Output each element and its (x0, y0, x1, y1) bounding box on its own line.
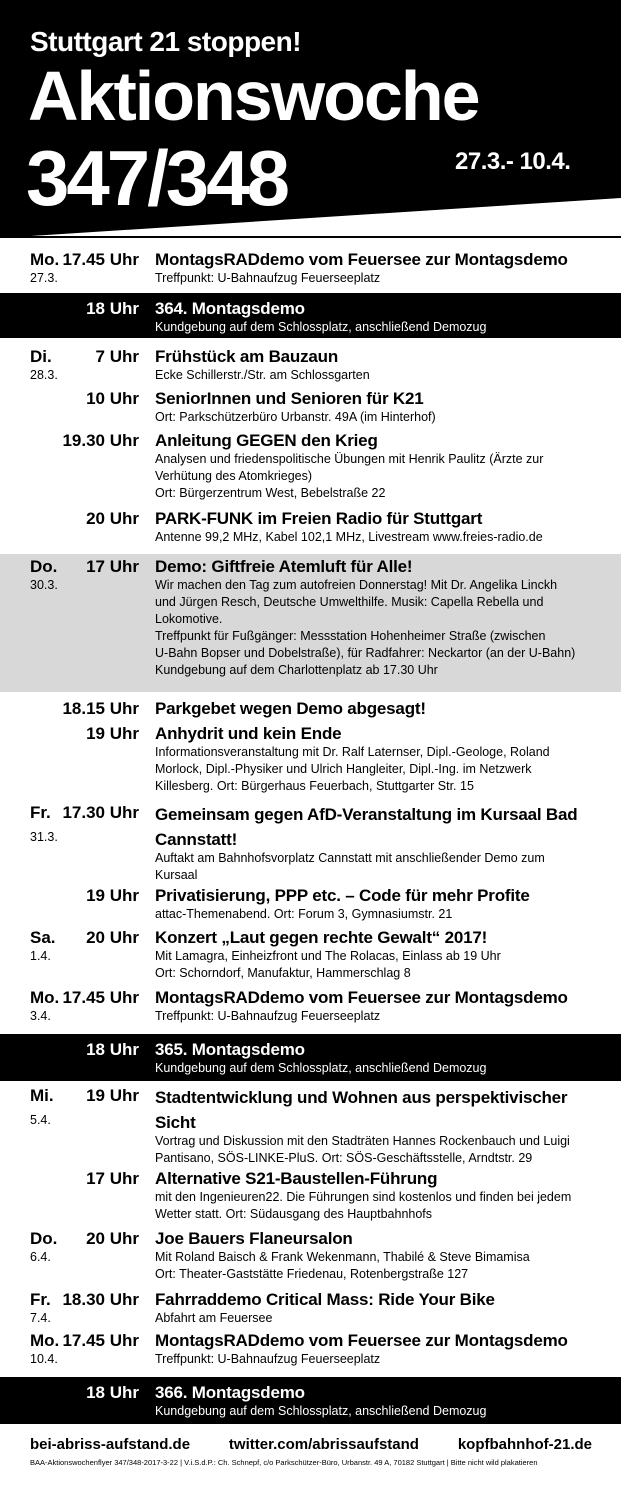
event-time: 17 Uhr (86, 1169, 139, 1188)
event-detail: U-Bahn Bopser und Dobelstraße), für Radfahrer: Neckartor (an der U-Bahn) (155, 646, 576, 660)
header-subtitle: Stuttgart 21 stoppen! (30, 26, 302, 57)
event-title: PARK-FUNK im Freien Radio für Stuttgart (155, 509, 483, 528)
event-date: 6.4. (30, 1250, 51, 1264)
event-date: 1.4. (30, 949, 51, 963)
event-time: 19.30 Uhr (62, 431, 139, 450)
event-detail: Killesberg. Ort: Bürgerhaus Feuerbach, Stuttgarter Str. 15 (155, 779, 474, 793)
event-day: Fr. (30, 803, 51, 822)
event-day: Mi. (30, 1086, 54, 1105)
event-title: MontagsRADdemo vom Feuersee zur Montagsdemo (155, 1331, 568, 1350)
event-title: Demo: Giftfreie Atemluft für Alle! (155, 557, 413, 576)
link-twitter[interactable]: twitter.com/abrissaufstand (228, 1436, 419, 1453)
event-title: Fahrraddemo Critical Mass: Ride Your Bike (155, 1290, 495, 1309)
event-detail: Kundgebung auf dem Schlossplatz, anschließend Demozug (155, 320, 487, 334)
event-title: Anleitung GEGEN den Krieg (155, 431, 378, 450)
event-detail: attac-Themenabend. Ort: Forum 3, Gymnasiumstr. 21 (155, 907, 453, 921)
event-detail: Auftakt am Bahnhofsvorplatz Cannstatt mit anschließender Demo zum (155, 851, 545, 865)
event-time: 17.30 Uhr (62, 803, 139, 822)
event-time: 20 Uhr (86, 928, 139, 947)
event-time: 18.30 Uhr (62, 1290, 139, 1309)
event-time: 17.45 Uhr (62, 1331, 139, 1350)
event-detail: Ort: Parkschützerbüro Urbanstr. 49A (im Hinterhof) (155, 410, 436, 424)
event-time: 20 Uhr (86, 509, 139, 528)
event-day: Mo. (30, 1331, 60, 1350)
event-time: 7 Uhr (95, 347, 139, 366)
event-detail: Wir machen den Tag zum autofreien Donnerstag! Mit Dr. Angelika Linckh (155, 578, 558, 592)
event-title: Alternative S21-Baustellen-Führung (155, 1169, 438, 1188)
event-title: 365. Montagsdemo (155, 1040, 305, 1059)
event-title: 364. Montagsdemo (155, 299, 305, 318)
event-detail: Kundgebung auf dem Schlossplatz, anschließend Demozug (155, 1404, 487, 1418)
event-detail: Treffpunkt: U-Bahnaufzug Feuerseeplatz (155, 1009, 381, 1023)
event-detail: Treffpunkt: U-Bahnaufzug Feuerseeplatz (155, 271, 381, 285)
event-detail: Treffpunkt: U-Bahnaufzug Feuerseeplatz (155, 1352, 381, 1366)
event-detail: Informationsveranstaltung mit Dr. Ralf Laternser, Dipl.-Geologe, Roland (155, 745, 550, 759)
event-date: 7.4. (30, 1311, 51, 1325)
event-time: 10 Uhr (86, 389, 139, 408)
event-title: Stadtentwicklung und Wohnen aus perspektivischer Sicht (155, 1088, 568, 1132)
event-title: Parkgebet wegen Demo abgesagt! (155, 699, 426, 718)
event-detail: Abfahrt am Feuersee (155, 1311, 273, 1325)
event-detail: Morlock, Dipl.-Physiker und Ulrich Hangleiter, Dipl.-Ing. im Netzwerk (155, 762, 532, 776)
event-title: Joe Bauers Flaneursalon (155, 1229, 353, 1248)
event-date: 31.3. (30, 830, 58, 844)
event-time: 19 Uhr (86, 724, 139, 743)
event-day: Fr. (30, 1290, 51, 1309)
event-day: Sa. (30, 928, 56, 947)
event-detail: Analysen und friedenspolitische Übungen mit Henrik Paulitz (Ärzte zur (155, 452, 544, 466)
event-date: 10.4. (30, 1352, 58, 1366)
event-time: 17 Uhr (86, 557, 139, 576)
event-detail: Lokomotive. (155, 612, 223, 626)
event-time: 17.45 Uhr (62, 250, 139, 269)
event-detail: Verhütung des Atomkrieges) (155, 469, 313, 483)
event-detail: und Jürgen Resch, Deutsche Umwelthilfe. Musik: Capella Rebella und (155, 595, 544, 609)
event-detail: Antenne 99,2 MHz, Kabel 102,1 MHz, Livestream www.freies-radio.de (155, 530, 543, 544)
header-title: Aktionswoche (28, 57, 479, 135)
event-detail: Mit Lamagra, Einheizfront und The Rolacas, Einlass ab 19 Uhr (155, 949, 501, 963)
event-title: 366. Montagsdemo (155, 1383, 305, 1402)
event-date: 5.4. (30, 1113, 51, 1127)
event-title: Konzert „Laut gegen rechte Gewalt“ 2017! (155, 928, 488, 947)
link-kopfbahnhof-21[interactable]: kopfbahnhof-21.de (457, 1436, 592, 1453)
event-title: Privatisierung, PPP etc. – Code für mehr Profite (155, 886, 530, 905)
divider (0, 236, 621, 238)
event-date: 28.3. (30, 368, 58, 382)
header-dates: 27.3.- 10.4. (455, 148, 571, 175)
event-date: 3.4. (30, 1009, 51, 1023)
event-time: 20 Uhr (86, 1229, 139, 1248)
event-day: Do. (30, 1229, 58, 1248)
event-date: 30.3. (30, 578, 58, 592)
event-day: Mo. (30, 250, 60, 269)
event-detail: Ort: Schorndorf, Manufaktur, Hammerschlag 8 (155, 966, 411, 980)
event-title: MontagsRADdemo vom Feuersee zur Montagsdemo (155, 250, 568, 269)
event-detail: Ort: Theater-Gaststätte Friedenau, Rotenbergstraße 127 (155, 1267, 469, 1281)
event-detail: Mit Roland Baisch & Frank Wekenmann, Thabilé & Steve Bimamisa (155, 1250, 530, 1264)
event-day: Mo. (30, 988, 60, 1007)
event-detail: Kursaal (155, 868, 198, 882)
event-title: MontagsRADdemo vom Feuersee zur Montagsdemo (155, 988, 568, 1007)
event-detail: Wetter statt. Ort: Südausgang des Hauptbahnhofs (155, 1207, 433, 1221)
divider (0, 1422, 621, 1424)
link-bei-abriss-aufstand[interactable]: bei-abriss-aufstand.de (30, 1436, 191, 1453)
event-day: Di. (30, 347, 52, 366)
event-detail: Kundgebung auf dem Charlottenplatz ab 17.30 Uhr (155, 663, 438, 677)
event-time: 18 Uhr (86, 299, 139, 318)
header (0, 0, 621, 245)
event-title: SeniorInnen und Senioren für K21 (155, 389, 424, 408)
event-time: 19 Uhr (86, 886, 139, 905)
footer-links (30, 1436, 592, 1453)
event-time: 18 Uhr (86, 1040, 139, 1059)
event-title: Anhydrit und kein Ende (155, 724, 342, 743)
event-detail: Ort: Bürgerzentrum West, Bebelstraße 22 (155, 486, 386, 500)
imprint: BAA-Aktionswochenflyer 347/348-2017-3-22 | V.i.S.d.P.: Ch. Schnepf, c/o Parkschützer-Büro, Urbanstr. 49 A, 70182 Stuttgart | Bitte nicht wild plakatieren (30, 1458, 538, 1467)
event-title: Gemeinsam gegen AfD-Veranstaltung im Kursaal Bad Cannstatt! (155, 805, 578, 849)
event-detail: Treffpunkt für Fußgänger: Messstation Hohenheimer Straße (zwischen (155, 629, 546, 643)
event-time: 17.45 Uhr (62, 988, 139, 1007)
event-detail: Pantisano, SÖS-LINKE-PluS. Ort: SÖS-Geschäftsstelle, Arndtstr. 29 (155, 1151, 533, 1165)
event-detail: mit den Ingenieuren22. Die Führungen sind kostenlos und finden bei jedem (155, 1190, 572, 1204)
event-time: 18 Uhr (86, 1383, 139, 1402)
event-detail: Ecke Schillerstr./Str. am Schlossgarten (155, 368, 370, 382)
divider (0, 1079, 621, 1081)
header-number: 347/348 (26, 134, 287, 222)
event-time: 19 Uhr (86, 1086, 139, 1105)
event-time: 18.15 Uhr (62, 699, 139, 718)
event-title: Frühstück am Bauzaun (155, 347, 339, 366)
event-detail: Kundgebung auf dem Schlossplatz, anschließend Demozug (155, 1061, 487, 1075)
event-detail: Vortrag und Diskussion mit den Stadträten Hannes Rockenbauch und Luigi (155, 1134, 570, 1148)
event-day: Do. (30, 557, 58, 576)
event-date: 27.3. (30, 271, 58, 285)
